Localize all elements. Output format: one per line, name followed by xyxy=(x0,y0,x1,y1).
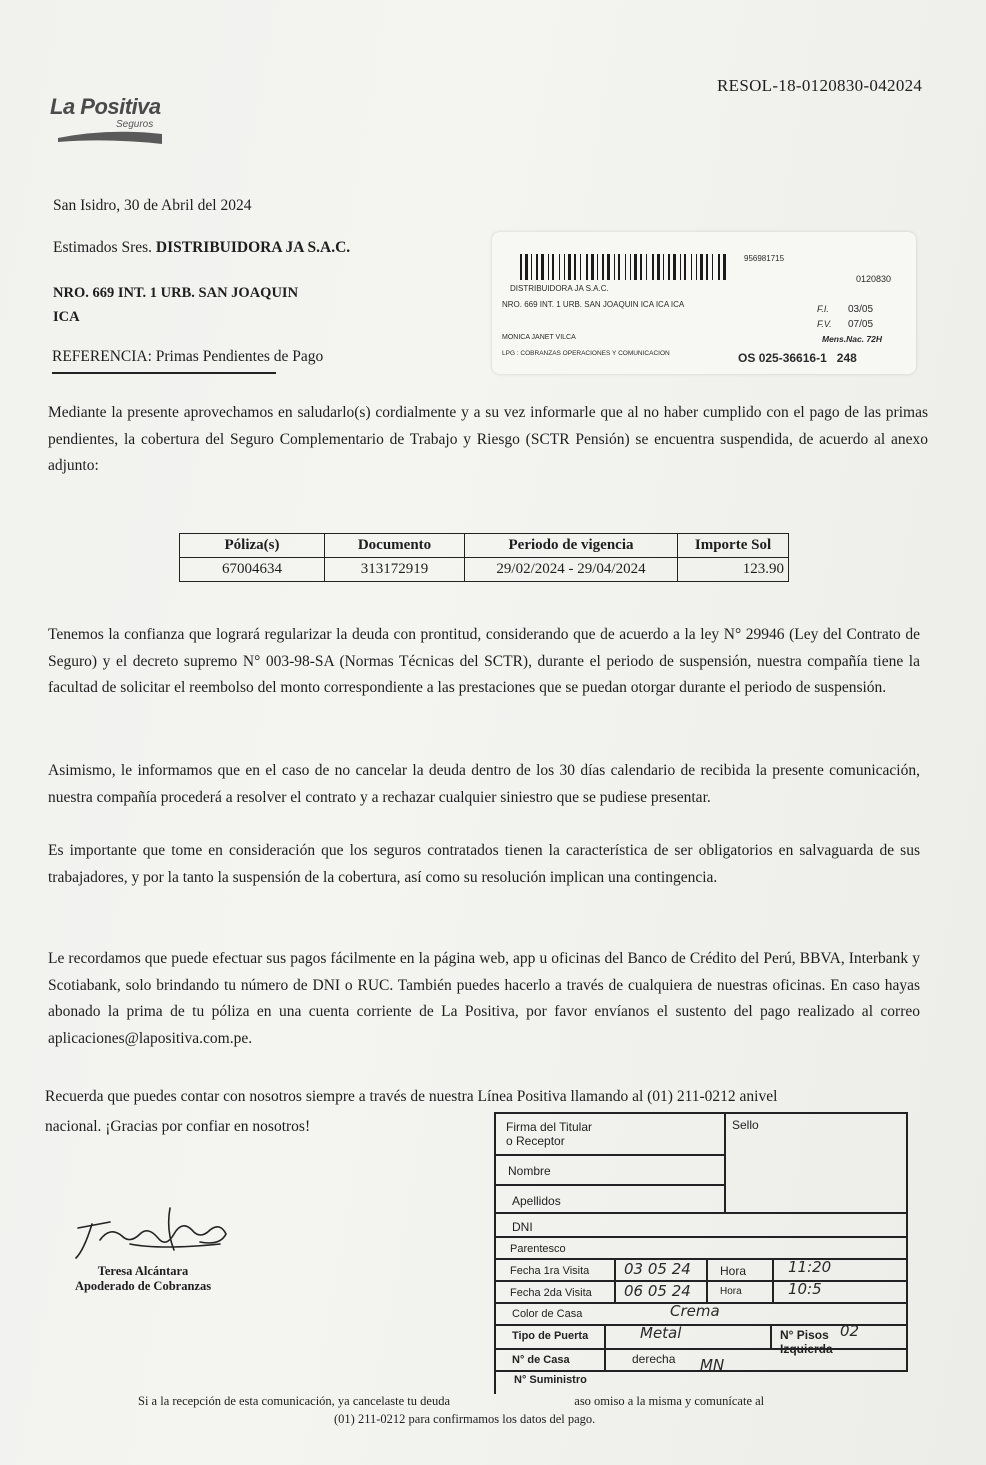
form-label-color-casa: Color de Casa xyxy=(512,1308,583,1320)
resolution-code: RESOL-18-0120830-042024 xyxy=(717,76,923,95)
footer-line-1b: aso omiso a la misma y comunícate al xyxy=(574,1394,765,1408)
footer-line-2: (01) 211-0212 para confirmamos los datos del pago. xyxy=(334,1412,596,1426)
form-label-hora-1: Hora xyxy=(720,1264,747,1278)
signature-icon xyxy=(70,1200,240,1270)
form-value-visita-1: 03 05 24 xyxy=(624,1260,691,1278)
label-department: LPG : COBRANZAS OPERACIONES Y COMUNICACION xyxy=(502,350,670,357)
form-value-suministro: MN xyxy=(700,1356,725,1374)
form-label-nro-casa: N° de Casa xyxy=(512,1354,570,1366)
form-label-parentesco: Parentesco xyxy=(510,1243,566,1255)
form-value-visita-2: 06 05 24 xyxy=(624,1282,691,1300)
form-label-suministro: N° Suministro xyxy=(514,1374,587,1386)
address-line-1: NRO. 669 INT. 1 URB. SAN JOAQUIN xyxy=(53,285,299,301)
label-address: NRO. 669 INT. 1 URB. SAN JOAQUIN ICA ICA ICA xyxy=(502,300,685,309)
cell-importe: 123.90 xyxy=(678,558,789,582)
form-value-tipo-puerta: Metal xyxy=(640,1324,682,1342)
form-label-visita-1: Fecha 1ra Visita xyxy=(510,1265,590,1277)
reference-underline xyxy=(52,372,276,374)
label-fi: F.I. xyxy=(817,304,829,314)
label-os-number: 025-36616-1 xyxy=(758,351,827,365)
cell-poliza: 67004634 xyxy=(180,558,325,582)
signer-title: Apoderado de Cobranzas xyxy=(74,1279,212,1293)
cell-periodo: 29/02/2024 - 29/04/2024 xyxy=(465,558,678,582)
company-logo: La Positiva xyxy=(50,94,161,119)
form-value-pisos: 02 xyxy=(840,1322,860,1340)
paragraph-payment: Le recordamos que puede efectuar sus pagos fácilmente en la página web, app u oficinas del Banco de Crédito del Perú, BBVA, Interbank y Scotiabank, solo brindando tu número de DNI o RUC. También puedes hacerlo a través de cualquiera de nuestras oficinas. En caso hayas abonado la prima de tu póliza en una cuenta corriente de La Positiva, por favor envíanos el sustento del pago realizado al correo aplicaciones@lapositiva.com.pe. xyxy=(48,950,920,1047)
form-value-hora-2: 10:5 xyxy=(788,1280,822,1298)
form-label-firma-2: o Receptor xyxy=(506,1134,565,1148)
footer-line-1 xyxy=(138,1392,838,1410)
cell-documento: 313172919 xyxy=(325,558,465,582)
table-row xyxy=(180,558,789,582)
barcode-number: 956981715 xyxy=(744,254,785,263)
label-fi-value: 03/05 xyxy=(848,304,874,315)
label-os-prefix: OS xyxy=(738,351,756,365)
form-label-sello: Sello xyxy=(732,1118,759,1132)
paragraph-contact-line2: nacional. ¡Gracias por confiar en nosotros! xyxy=(45,1118,311,1135)
label-os-extra: 248 xyxy=(836,351,857,365)
company-logo-subtitle: Seguros xyxy=(116,119,154,130)
recipient-name: DISTRIBUIDORA JA S.A.C. xyxy=(155,239,351,256)
footer-line-1a: Si a la recepción de esta comunicación, ya cancelaste tu deuda xyxy=(138,1394,451,1408)
date-line: San Isidro, 30 de Abril del 2024 xyxy=(53,197,252,214)
form-label-hora-2: Hora xyxy=(720,1286,742,1297)
paragraph-obligation: Es importante que tome en consideración que los seguros contratados tienen la característica de ser obligatorios en salvaguarda de sus trabajadores, y por la tanto la suspensión de la cobertura, así como su resolución implican una contingencia. xyxy=(48,842,920,886)
form-label-pisos: N° Pisos xyxy=(780,1328,829,1342)
form-label-izquierda: Izquierda xyxy=(780,1342,833,1356)
paragraph-contact-line1: Recuerda que puedes contar con nosotros siempre a través de nuestra Línea Positiva llamando al (01) 211-0212 anivel xyxy=(45,1088,778,1105)
address-line-2: ICA xyxy=(53,309,80,325)
barcode-icon xyxy=(520,254,730,280)
label-fv-value: 07/05 xyxy=(848,319,874,330)
label-service: Mens.Nac. 72H xyxy=(822,334,882,344)
greeting xyxy=(53,235,350,261)
label-fv: F.V. xyxy=(817,319,832,329)
form-value-color-casa: Crema xyxy=(670,1302,720,1320)
header-poliza: Póliza(s) xyxy=(180,534,325,558)
form-value-hora-1: 11:20 xyxy=(788,1258,832,1276)
intro-paragraph: Mediante la presente aprovechamos en saludarlo(s) cordialmente y a su vez informarle que al no haber cumplido con el pago de las primas pendientes, la cobertura del Seguro Complementario de Trabajo y Riesgo (SCTR Pensión) se encuentra suspendida, de acuerdo al anexo adjunto: xyxy=(48,404,928,474)
label-agent: MONICA JANET VILCA xyxy=(502,334,576,341)
courier-label xyxy=(492,232,916,374)
form-label-tipo-puerta: Tipo de Puerta xyxy=(512,1330,589,1342)
greeting-prefix: Estimados Sres. xyxy=(53,239,153,256)
form-label-nombre: Nombre xyxy=(508,1164,551,1178)
label-company: DISTRIBUIDORA JA S.A.C. xyxy=(510,284,609,293)
footer-note xyxy=(138,1392,838,1428)
reference-line: REFERENCIA: Primas Pendientes de Pago xyxy=(52,348,324,365)
header-documento: Documento xyxy=(325,534,465,558)
logo-swoosh-icon xyxy=(58,130,164,146)
paragraph-resolution: Asimismo, le informamos que en el caso de no cancelar la deuda dentro de los 30 días calendario de recibida la presente comunicación, nuestra compañía procederá a resolver el contrato y a rechazar cualquier siniestro que se pudiese presentar. xyxy=(48,762,920,806)
form-label-derecha: derecha xyxy=(632,1352,676,1366)
paragraph-legal: Tenemos la confianza que logrará regularizar la deuda con prontitud, considerando que de acuerdo a la ley N° 29946 (Ley del Contrato de Seguro) y el decreto supremo N° 003-98-SA (Normas Técnicas del SCTR), durante el periodo de suspensión, nuestra compañía tiene la facultad de solicitar el reembolso del monto correspondiente a las prestaciones que se puedan otorgar durante el periodo de suspensión. xyxy=(48,626,920,696)
policy-table xyxy=(179,533,789,582)
form-label-dni: DNI xyxy=(512,1220,533,1234)
form-label-apellidos: Apellidos xyxy=(512,1194,561,1208)
header-periodo: Periodo de vigencia xyxy=(465,534,678,558)
form-label-visita-2: Fecha 2da Visita xyxy=(510,1287,592,1299)
header-importe: Importe Sol xyxy=(678,534,789,558)
label-os xyxy=(738,351,857,365)
delivery-visit-form xyxy=(490,1112,910,1394)
form-label-firma-1: Firma del Titular xyxy=(506,1120,593,1134)
signer-name: Teresa Alcántara xyxy=(97,1264,189,1278)
label-ref-code: 0120830 xyxy=(856,274,892,284)
policy-table-header xyxy=(180,534,789,558)
